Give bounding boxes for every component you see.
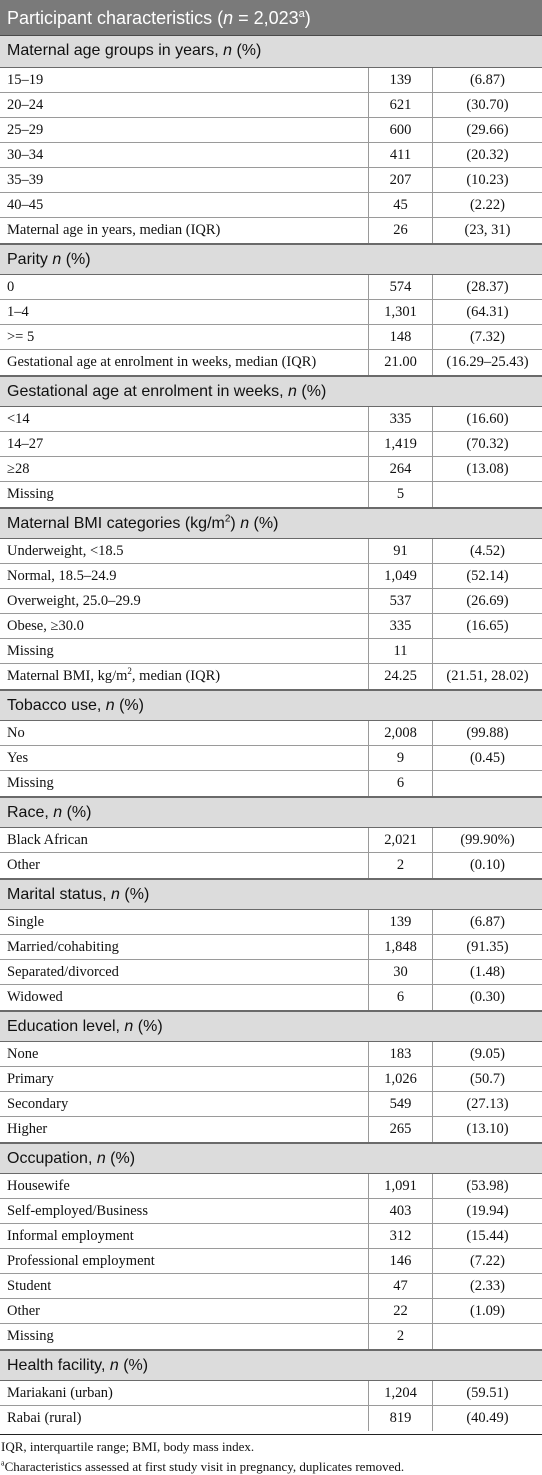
- table-row: [0, 1381, 542, 1406]
- row-count: 2: [368, 853, 432, 878]
- section-header: Tobacco use, n (%): [0, 689, 542, 721]
- row-count: 139: [368, 910, 432, 934]
- table-row: [0, 1042, 542, 1067]
- row-percent: (13.10): [432, 1117, 542, 1142]
- row-count: 207: [368, 168, 432, 192]
- table-row: [0, 1067, 542, 1092]
- row-count: 411: [368, 143, 432, 167]
- table-row: [0, 193, 542, 218]
- row-label: 35–39: [7, 172, 44, 188]
- row-percent: (2.22): [432, 193, 542, 217]
- row-count: 9: [368, 746, 432, 770]
- row-percent: (99.88): [432, 721, 542, 745]
- table-row: [0, 1274, 542, 1299]
- row-label: Widowed: [7, 989, 63, 1005]
- row-count: 21.00: [368, 350, 432, 375]
- row-label: 15–19: [7, 72, 44, 88]
- table-row: [0, 853, 542, 878]
- row-label: Missing: [7, 486, 54, 502]
- row-percent: (50.7): [432, 1067, 542, 1091]
- table-row: [0, 1117, 542, 1142]
- row-count: 574: [368, 275, 432, 299]
- table-row: [0, 1224, 542, 1249]
- table-row: [0, 1406, 542, 1431]
- table-row: [0, 614, 542, 639]
- table-body: [0, 36, 542, 1431]
- row-label: 0: [7, 279, 15, 295]
- row-count: 2,021: [368, 828, 432, 852]
- row-count: 47: [368, 1274, 432, 1298]
- section-header: Education level, n (%): [0, 1010, 542, 1042]
- row-label: Housewife: [7, 1178, 70, 1194]
- row-count: 600: [368, 118, 432, 142]
- row-percent: (4.52): [432, 539, 542, 563]
- abbreviations-footnote: IQR, interquartile range; BMI, body mass index.: [1, 1439, 255, 1454]
- row-label: Secondary: [7, 1096, 69, 1112]
- row-percent: (2.33): [432, 1274, 542, 1298]
- row-percent: [432, 482, 542, 507]
- row-count: 91: [368, 539, 432, 563]
- row-percent: (16.29–25.43): [432, 350, 542, 375]
- table-row: [0, 664, 542, 689]
- table-row: [0, 1092, 542, 1117]
- row-label: Informal employment: [7, 1228, 134, 1244]
- row-count: 2,008: [368, 721, 432, 745]
- row-count: 24.25: [368, 664, 432, 689]
- row-count: 1,301: [368, 300, 432, 324]
- table-row: [0, 935, 542, 960]
- row-percent: (20.32): [432, 143, 542, 167]
- row-percent: [432, 639, 542, 663]
- row-count: 265: [368, 1117, 432, 1142]
- row-label: Mariakani (urban): [7, 1385, 113, 1401]
- row-label: Separated/divorced: [7, 964, 119, 980]
- row-label: Black African: [7, 832, 88, 848]
- row-percent: (0.45): [432, 746, 542, 770]
- row-count: 11: [368, 639, 432, 663]
- row-label: ≥28: [7, 461, 30, 477]
- section-header: Maternal BMI categories $(kg/m^2)$ n (%): [0, 507, 542, 539]
- row-label: 30–34: [7, 147, 44, 163]
- row-count: 1,026: [368, 1067, 432, 1091]
- row-percent: (7.22): [432, 1249, 542, 1273]
- row-label: None: [7, 1046, 39, 1062]
- row-label: Maternal BMI, $kg/m^2$, median (IQR): [7, 666, 221, 684]
- row-label: 25–29: [7, 122, 44, 138]
- superscript-footnote: $^a$Characteristics assessed at first study visit in pregnancy, duplicates removed.: [1, 1458, 405, 1474]
- row-percent: (26.69): [432, 589, 542, 613]
- table-footnotes: [0, 1434, 542, 1475]
- row-count: 403: [368, 1199, 432, 1223]
- table-row: [0, 1249, 542, 1274]
- row-label: Underweight, <18.5: [7, 543, 124, 559]
- section-header: Parity n (%): [0, 243, 542, 275]
- row-label: Single: [7, 914, 45, 930]
- table-row: [0, 1174, 542, 1199]
- table-row: [0, 985, 542, 1010]
- row-count: 1,049: [368, 564, 432, 588]
- row-percent: (23, 31): [432, 218, 542, 243]
- row-label: >= 5: [7, 329, 35, 345]
- row-label: Other: [7, 857, 41, 873]
- row-label: <14: [7, 411, 30, 427]
- row-count: 621: [368, 93, 432, 117]
- row-label: Higher: [7, 1121, 48, 1137]
- row-label: Professional employment: [7, 1253, 155, 1269]
- row-count: 26: [368, 218, 432, 243]
- table-row: [0, 828, 542, 853]
- row-label: Primary: [7, 1071, 54, 1087]
- table-row: [0, 143, 542, 168]
- row-count: 549: [368, 1092, 432, 1116]
- table-row: [0, 1199, 542, 1224]
- table-row: [0, 275, 542, 300]
- row-percent: (91.35): [432, 935, 542, 959]
- row-count: 5: [368, 482, 432, 507]
- row-label: Self-employed/Business: [7, 1203, 148, 1219]
- table-row: [0, 457, 542, 482]
- row-count: 1,848: [368, 935, 432, 959]
- table-title: Participant characteristics (n = 2,023$^a$): [0, 0, 542, 36]
- table-row: [0, 118, 542, 143]
- row-count: 1,091: [368, 1174, 432, 1198]
- row-label: 14–27: [7, 436, 44, 452]
- row-label: 40–45: [7, 197, 44, 213]
- row-count: 148: [368, 325, 432, 349]
- section-header: Race, n (%): [0, 796, 542, 828]
- row-count: 819: [368, 1406, 432, 1431]
- table-row: [0, 93, 542, 118]
- row-label: Missing: [7, 1328, 54, 1344]
- section-header: Occupation, n (%): [0, 1142, 542, 1174]
- row-percent: (29.66): [432, 118, 542, 142]
- row-percent: (28.37): [432, 275, 542, 299]
- row-count: 30: [368, 960, 432, 984]
- row-percent: (52.14): [432, 564, 542, 588]
- table-row: [0, 1299, 542, 1324]
- table-row: [0, 539, 542, 564]
- row-count: 335: [368, 407, 432, 431]
- table-row: [0, 1324, 542, 1349]
- row-percent: (6.87): [432, 910, 542, 934]
- row-count: 1,419: [368, 432, 432, 456]
- table-row: [0, 168, 542, 193]
- table-row: [0, 407, 542, 432]
- row-percent: (0.30): [432, 985, 542, 1010]
- row-percent: (40.49): [432, 1406, 542, 1431]
- row-percent: (30.70): [432, 93, 542, 117]
- row-percent: (99.90%): [432, 828, 542, 852]
- table-row: [0, 771, 542, 796]
- row-label: Maternal age in years, median (IQR): [7, 222, 221, 238]
- row-label: Rabai (rural): [7, 1410, 82, 1426]
- table-row: [0, 721, 542, 746]
- row-count: 264: [368, 457, 432, 481]
- row-count: 45: [368, 193, 432, 217]
- row-count: 1,204: [368, 1381, 432, 1405]
- row-label: Other: [7, 1303, 41, 1319]
- row-count: 146: [368, 1249, 432, 1273]
- row-label: 20–24: [7, 97, 44, 113]
- table-row: [0, 564, 542, 589]
- row-label: 1–4: [7, 304, 29, 320]
- row-count: 312: [368, 1224, 432, 1248]
- table-row: [0, 910, 542, 935]
- section-header: Maternal age groups in years, n (%): [0, 36, 542, 68]
- row-percent: (53.98): [432, 1174, 542, 1198]
- section-header: Gestational age at enrolment in weeks, n (%): [0, 375, 542, 407]
- row-label: Obese, ≥30.0: [7, 618, 84, 634]
- table-row: [0, 482, 542, 507]
- row-count: 139: [368, 68, 432, 92]
- row-label: Overweight, 25.0–29.9: [7, 593, 141, 609]
- row-count: 6: [368, 985, 432, 1010]
- row-count: 6: [368, 771, 432, 796]
- table-row: [0, 432, 542, 457]
- row-label: Yes: [7, 750, 29, 766]
- row-count: 2: [368, 1324, 432, 1349]
- row-label: Missing: [7, 775, 54, 791]
- table-row: [0, 300, 542, 325]
- row-percent: (0.10): [432, 853, 542, 878]
- row-count: 335: [368, 614, 432, 638]
- row-percent: (16.60): [432, 407, 542, 431]
- row-percent: (6.87): [432, 68, 542, 92]
- row-label: Married/cohabiting: [7, 939, 119, 955]
- table-row: [0, 746, 542, 771]
- row-percent: (27.13): [432, 1092, 542, 1116]
- row-count: 537: [368, 589, 432, 613]
- row-percent: (59.51): [432, 1381, 542, 1405]
- row-percent: (1.48): [432, 960, 542, 984]
- row-percent: (21.51, 28.02): [432, 664, 542, 689]
- row-percent: (13.08): [432, 457, 542, 481]
- row-label: Missing: [7, 643, 54, 659]
- row-count: 183: [368, 1042, 432, 1066]
- table-row: [0, 218, 542, 243]
- table-row: [0, 350, 542, 375]
- row-percent: [432, 771, 542, 796]
- row-percent: (15.44): [432, 1224, 542, 1248]
- row-label: Normal, 18.5–24.9: [7, 568, 117, 584]
- row-count: 22: [368, 1299, 432, 1323]
- row-percent: (9.05): [432, 1042, 542, 1066]
- table-row: [0, 325, 542, 350]
- table-row: [0, 960, 542, 985]
- row-percent: (1.09): [432, 1299, 542, 1323]
- table-row: [0, 68, 542, 93]
- row-percent: (64.31): [432, 300, 542, 324]
- row-percent: (10.23): [432, 168, 542, 192]
- table-row: [0, 639, 542, 664]
- row-label: Student: [7, 1278, 52, 1294]
- row-percent: (70.32): [432, 432, 542, 456]
- row-label: No: [7, 725, 25, 741]
- row-percent: (16.65): [432, 614, 542, 638]
- section-header: Marital status, n (%): [0, 878, 542, 910]
- table-row: [0, 589, 542, 614]
- row-percent: [432, 1324, 542, 1349]
- row-percent: (7.32): [432, 325, 542, 349]
- section-header: Health facility, n (%): [0, 1349, 542, 1381]
- row-label: Gestational age at enrolment in weeks, median (IQR): [7, 354, 317, 370]
- row-percent: (19.94): [432, 1199, 542, 1223]
